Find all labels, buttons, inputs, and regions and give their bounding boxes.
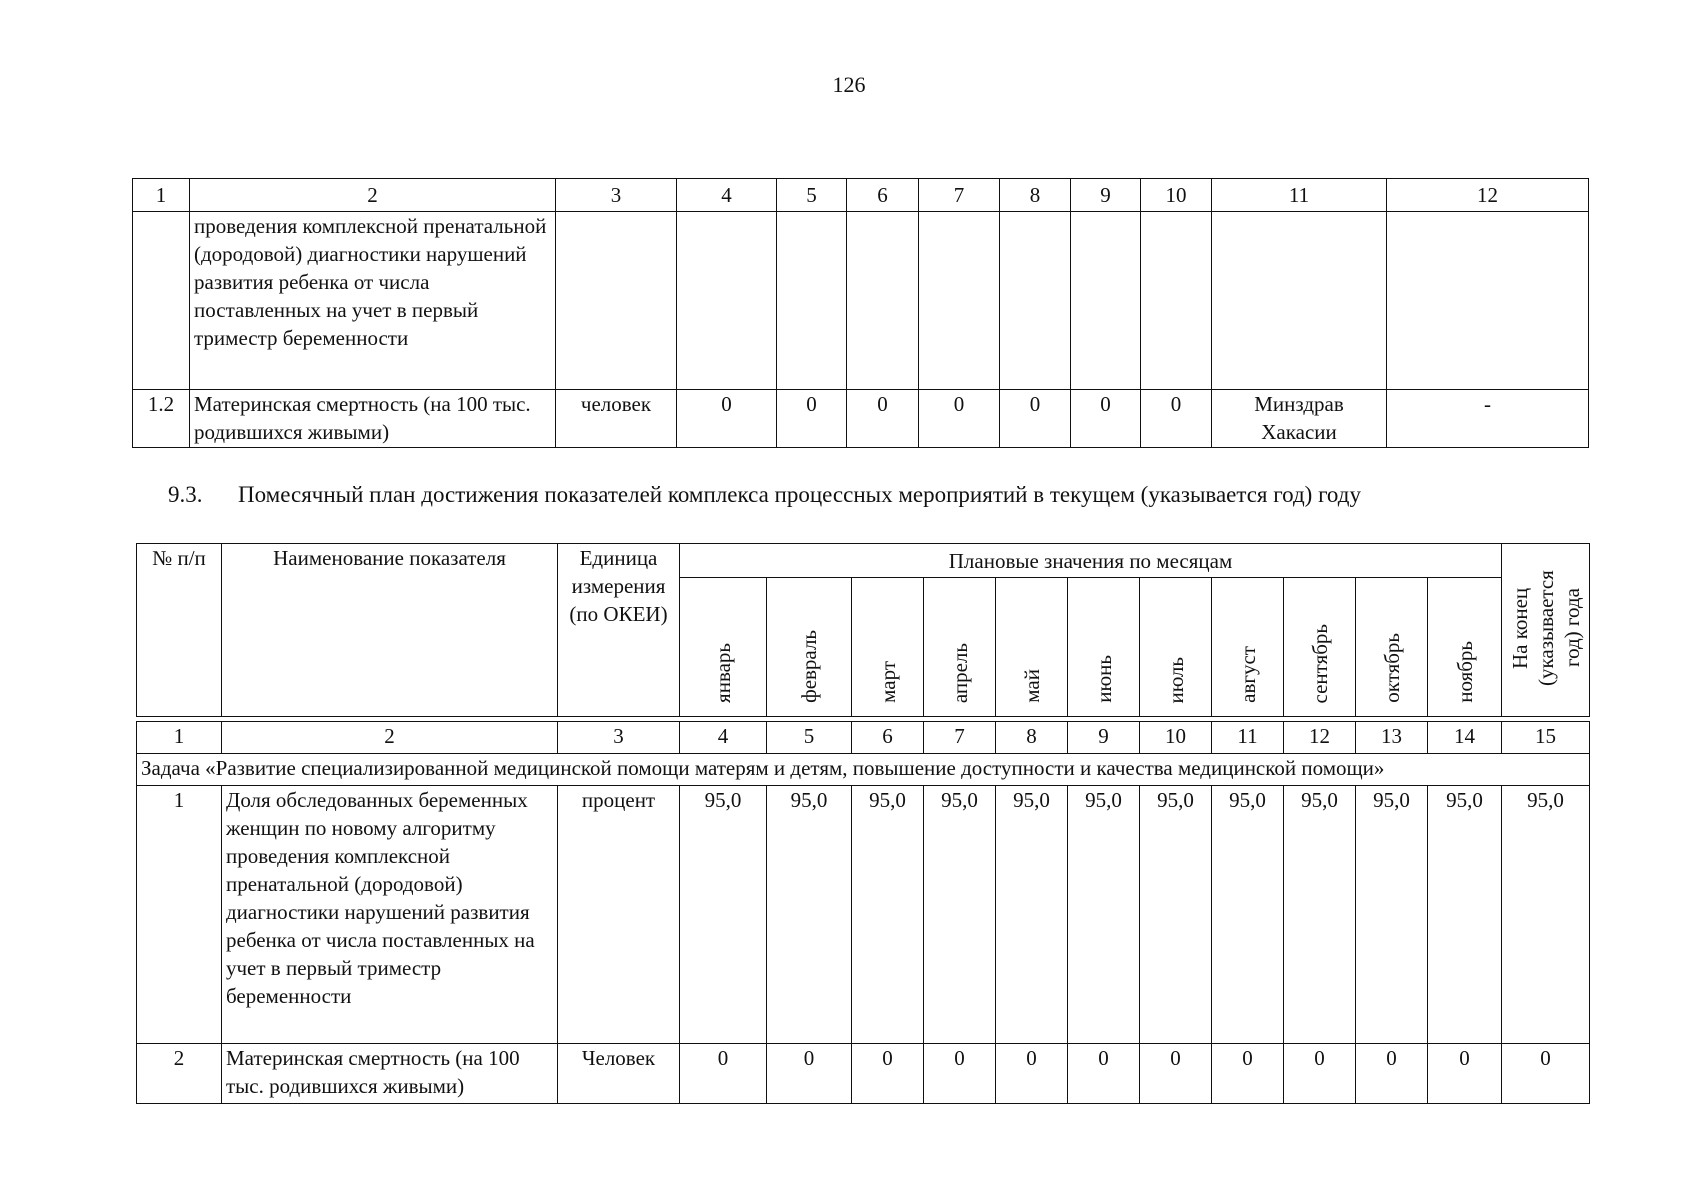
unit: процент [558, 786, 680, 1044]
month-header [996, 578, 1068, 717]
month-value: 95,0 [767, 786, 852, 1044]
month-value: 95,0 [1284, 786, 1356, 1044]
value-cell: 0 [1141, 390, 1212, 448]
header-row [137, 544, 1590, 578]
value-cell [1141, 212, 1212, 390]
indicator-name: Материнская смертность (на 100 тыс. родившихся живыми) [190, 390, 556, 448]
column-number: 3 [558, 722, 680, 754]
column-number: 6 [847, 179, 919, 212]
column-number: 13 [1356, 722, 1428, 754]
column-number: 5 [767, 722, 852, 754]
month-value: 95,0 [1212, 786, 1284, 1044]
table-row [137, 786, 1590, 1044]
responsible [1212, 212, 1387, 390]
column-number: 1 [137, 722, 222, 754]
table-row [137, 1044, 1590, 1104]
month-value: 95,0 [1356, 786, 1428, 1044]
month-label: июнь [1091, 655, 1116, 703]
column-number: 4 [680, 722, 767, 754]
month-value: 0 [680, 1044, 767, 1104]
column-number: 11 [1212, 179, 1387, 212]
month-value: 0 [1356, 1044, 1428, 1104]
header-year-end-cell [1502, 544, 1590, 717]
month-label: ноябрь [1452, 641, 1477, 703]
unit: человек [556, 390, 677, 448]
month-label: март [875, 661, 900, 703]
month-value: 0 [1428, 1044, 1502, 1104]
month-value: 95,0 [996, 786, 1068, 1044]
column-number-row [133, 179, 1589, 212]
task-row [137, 754, 1590, 786]
column-number: 7 [919, 179, 1000, 212]
column-number: 5 [777, 179, 847, 212]
note: - [1387, 390, 1589, 448]
value-cell: 0 [919, 390, 1000, 448]
column-number: 10 [1140, 722, 1212, 754]
responsible: Минздрав Хакасии [1212, 390, 1387, 448]
value-cell: 0 [1071, 390, 1141, 448]
month-header [767, 578, 852, 717]
column-number: 8 [996, 722, 1068, 754]
column-number: 7 [924, 722, 996, 754]
month-value: 95,0 [680, 786, 767, 1044]
column-number: 12 [1387, 179, 1589, 212]
column-number: 2 [222, 722, 558, 754]
column-number: 9 [1071, 179, 1141, 212]
month-label: февраль [797, 630, 821, 703]
value-cell [919, 212, 1000, 390]
row-number: 2 [137, 1044, 222, 1104]
task-title: Задача «Развитие специализированной медицинской помощи матерям и детям, повышение доступности и качества медицинской помощи» [137, 754, 1590, 786]
column-number: 9 [1068, 722, 1140, 754]
unit [556, 212, 677, 390]
month-value: 0 [852, 1044, 924, 1104]
column-number: 14 [1428, 722, 1502, 754]
value-cell: 0 [677, 390, 777, 448]
table-row [133, 390, 1589, 448]
indicator-name: проведения комплексной пренатальной (дородовой) диагностики нарушений развития ребенка от числа поставленных на учет в первый триместр беременности [190, 212, 556, 390]
month-value: 0 [1212, 1044, 1284, 1104]
column-number: 4 [677, 179, 777, 212]
header-unit: Единица измерения (по ОКЕИ) [558, 544, 680, 717]
header-name: Наименование показателя [222, 544, 558, 717]
section-title: Помесячный план достижения показателей комплекса процессных мероприятий в текущем (указывается год) году [238, 482, 1361, 507]
column-number: 2 [190, 179, 556, 212]
column-number: 10 [1141, 179, 1212, 212]
unit: Человек [558, 1044, 680, 1104]
month-header [852, 578, 924, 717]
table-row [133, 212, 1589, 390]
month-label: октябрь [1379, 633, 1404, 703]
month-header [1356, 578, 1428, 717]
indicator-name: Материнская смертность (на 100 тыс. родившихся живыми) [222, 1044, 558, 1104]
month-header [1068, 578, 1140, 717]
month-value: 95,0 [1068, 786, 1140, 1044]
value-cell [677, 212, 777, 390]
month-header [680, 578, 767, 717]
column-number: 15 [1502, 722, 1590, 754]
month-value: 95,0 [924, 786, 996, 1044]
column-number: 8 [1000, 179, 1071, 212]
value-cell [1071, 212, 1141, 390]
header-num: № п/п [137, 544, 222, 717]
month-header [924, 578, 996, 717]
value-cell: 0 [847, 390, 919, 448]
column-number: 3 [556, 179, 677, 212]
column-number: 6 [852, 722, 924, 754]
month-value: 0 [1068, 1044, 1140, 1104]
value-cell: 0 [777, 390, 847, 448]
month-value: 95,0 [1428, 786, 1502, 1044]
section-heading [168, 482, 1361, 508]
value-cell: 0 [1000, 390, 1071, 448]
month-value: 0 [1284, 1044, 1356, 1104]
month-label: сентябрь [1307, 623, 1332, 703]
month-header [1284, 578, 1356, 717]
monthly-plan-table [136, 543, 1590, 1104]
month-header [1140, 578, 1212, 717]
month-label: январь [711, 643, 735, 703]
row-number: 1.2 [133, 390, 190, 448]
value-cell [847, 212, 919, 390]
column-number-row [137, 722, 1590, 754]
page-number: 126 [832, 72, 866, 97]
row-number [133, 212, 190, 390]
month-value: 0 [1140, 1044, 1212, 1104]
value-cell [1000, 212, 1071, 390]
note [1387, 212, 1589, 390]
month-label: июль [1163, 656, 1188, 703]
month-label: май [1019, 669, 1044, 703]
column-number: 1 [133, 179, 190, 212]
month-value: 95,0 [852, 786, 924, 1044]
row-number: 1 [137, 786, 222, 1044]
month-value: 95,0 [1140, 786, 1212, 1044]
header-year-end: На конец (указывается год) года [1507, 570, 1584, 686]
section-number: 9.3. [168, 482, 203, 507]
year-end-value: 95,0 [1502, 786, 1590, 1044]
month-header [1428, 578, 1502, 717]
header-planned: Плановые значения по месяцам [680, 544, 1502, 578]
month-value: 0 [767, 1044, 852, 1104]
column-number: 12 [1284, 722, 1356, 754]
column-number: 11 [1212, 722, 1284, 754]
month-value: 0 [996, 1044, 1068, 1104]
month-label: август [1235, 646, 1260, 703]
indicators-table-continuation [132, 178, 1589, 448]
month-label: апрель [947, 642, 972, 703]
month-value: 0 [924, 1044, 996, 1104]
value-cell [777, 212, 847, 390]
month-header [1212, 578, 1284, 717]
year-end-value: 0 [1502, 1044, 1590, 1104]
indicator-name: Доля обследованных беременных женщин по новому алгоритму проведения комплексной пренатальной (дородовой) диагностики нарушений развития ребенка от числа поставленных на учет в первый триместр беременности [222, 786, 558, 1044]
